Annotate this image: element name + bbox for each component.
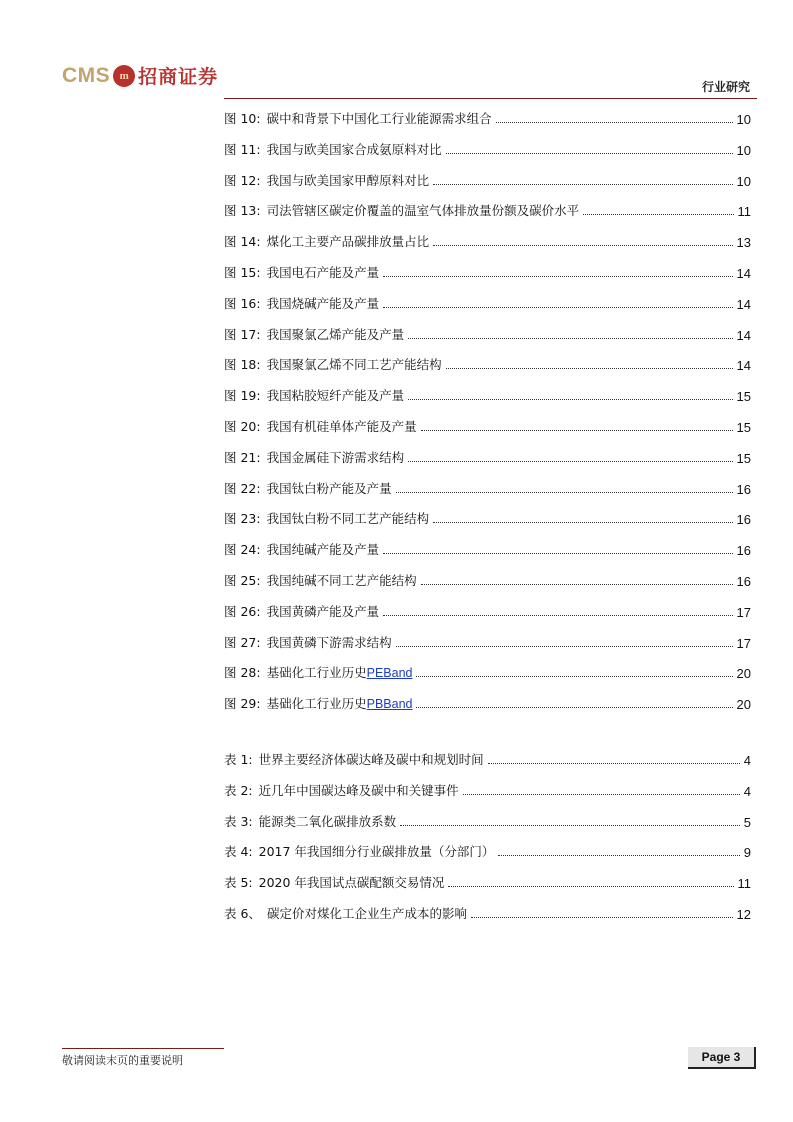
entry-title — [261, 201, 580, 219]
dot-leader — [498, 855, 739, 856]
table-entry[interactable] — [224, 810, 751, 830]
dot-leader — [448, 886, 733, 887]
dot-leader — [416, 676, 732, 677]
entry-label: 表 4: — [224, 844, 253, 860]
entry-title-text: 我国黄磷下游需求结构 — [266, 634, 392, 650]
dot-leader — [408, 399, 732, 400]
entry-title — [261, 386, 405, 404]
entry-title-link[interactable]: PEBand — [366, 666, 413, 681]
entry-title — [253, 842, 495, 860]
entry-page-number: 9 — [743, 845, 751, 861]
entry-page-number: 4 — [743, 783, 751, 799]
entry-title — [261, 694, 413, 712]
entry-page-number: 16 — [736, 481, 751, 497]
entry-title — [261, 294, 380, 312]
entry-title — [261, 140, 442, 158]
dot-leader — [408, 461, 732, 462]
entry-title — [261, 602, 380, 620]
figure-entry[interactable] — [224, 631, 751, 651]
figure-entry[interactable] — [224, 384, 751, 404]
entry-page-number: 15 — [736, 450, 751, 466]
figure-entry[interactable] — [224, 169, 751, 189]
entry-title — [261, 633, 392, 651]
entry-page-number: 12 — [736, 907, 751, 922]
entry-label: 图 18: — [224, 357, 261, 373]
header-divider — [224, 98, 757, 99]
logo-text: CMS — [62, 63, 111, 87]
dot-leader — [446, 153, 733, 154]
dot-leader — [471, 917, 733, 918]
dot-leader — [383, 307, 732, 308]
entry-title-text: 我国粘胶短纤产能及产量 — [266, 388, 405, 404]
entry-title — [261, 417, 417, 435]
entry-title — [261, 109, 492, 127]
dot-leader — [383, 553, 732, 554]
figure-entry[interactable] — [224, 538, 751, 558]
entry-page-number: 20 — [736, 697, 751, 713]
entry-page-number: 16 — [736, 574, 751, 589]
entry-title — [261, 171, 430, 189]
figure-entry[interactable] — [224, 692, 751, 712]
dot-leader — [416, 707, 732, 708]
entry-title-text: 我国与欧美国家合成氨原料对比 — [266, 141, 442, 157]
entry-title-text: 我国与欧美国家甲醇原料对比 — [266, 172, 430, 188]
entry-title-text: 我国聚氯乙烯不同工艺产能结构 — [266, 357, 442, 373]
page-number-badge: Page 3 — [688, 1047, 756, 1069]
figure-entry[interactable] — [224, 661, 751, 681]
entry-title-text: 近几年中国碳达峰及碳中和关键事件 — [258, 782, 459, 798]
figure-entry[interactable] — [224, 107, 751, 127]
entry-label: 图 28: — [224, 665, 261, 681]
entry-page-number: 14 — [736, 296, 751, 312]
entry-title — [253, 781, 459, 799]
dot-leader — [408, 338, 732, 339]
entry-label: 图 14: — [224, 234, 261, 250]
entry-title-text: 我国钛白粉产能及产量 — [266, 480, 392, 496]
entry-title — [261, 904, 467, 922]
dot-leader — [433, 522, 732, 523]
dot-leader — [400, 825, 740, 826]
entry-title-text: 我国纯碱产能及产量 — [266, 542, 380, 558]
entry-page-number: 17 — [736, 604, 751, 620]
dot-leader — [421, 430, 733, 431]
figure-entry[interactable] — [224, 446, 751, 466]
entry-title — [253, 873, 445, 891]
entry-title — [261, 232, 430, 250]
figure-entry[interactable] — [224, 199, 751, 219]
entry-label: 图 11: — [224, 141, 261, 157]
entry-title-text: 世界主要经济体碳达峰及碳中和规划时间 — [258, 752, 484, 767]
entry-label: 图 22: — [224, 480, 261, 496]
entry-label: 图 23: — [224, 511, 261, 527]
entry-label: 表 3: — [224, 813, 253, 829]
entry-page-number: 17 — [736, 635, 751, 651]
dot-leader — [433, 184, 732, 185]
dot-leader — [396, 646, 733, 647]
entry-title-text: 碳定价对煤化工企业生产成本的影响 — [266, 906, 467, 921]
figure-entry[interactable] — [224, 353, 751, 373]
dot-leader — [433, 245, 732, 246]
figure-entry[interactable] — [224, 230, 751, 250]
figure-entry[interactable] — [224, 292, 751, 312]
figure-entry[interactable] — [224, 569, 751, 589]
entry-label: 表 5: — [224, 875, 253, 891]
entry-page-number: 10 — [736, 112, 751, 127]
section-label: 行业研究 — [701, 80, 750, 94]
entry-label: 图 20: — [224, 419, 261, 434]
table-entry[interactable] — [224, 748, 751, 768]
entry-label: 图 17: — [224, 326, 261, 342]
entry-title-text: 2017 年我国细分行业碳排放量（分部门） — [258, 844, 495, 860]
entry-title — [261, 571, 417, 589]
entry-title — [261, 663, 413, 681]
entry-label: 表 1: — [224, 752, 253, 767]
entry-label: 图 26: — [224, 603, 261, 619]
entry-label: 图 10: — [224, 111, 261, 126]
entry-title-text: 我国烧碱产能及产量 — [266, 295, 380, 311]
entry-page-number: 5 — [743, 814, 751, 830]
entry-label: 表 2: — [224, 782, 253, 798]
entry-title-text: 司法管辖区碳定价覆盖的温室气体排放量份额及碳价水平 — [266, 203, 580, 219]
figure-entry[interactable] — [224, 138, 751, 158]
entry-title-text: 基础化工行业历史 — [266, 696, 367, 712]
entry-label: 图 21: — [224, 449, 261, 465]
entry-page-number: 14 — [736, 358, 751, 374]
table-entry[interactable] — [224, 871, 751, 891]
entry-page-number: 4 — [743, 753, 751, 768]
entry-page-number: 20 — [736, 666, 751, 682]
entry-title — [261, 263, 380, 281]
figure-entry[interactable] — [224, 507, 751, 527]
table-entry[interactable] — [224, 902, 751, 922]
entry-page-number: 11 — [737, 204, 751, 220]
entry-title — [261, 540, 380, 558]
entry-title-text: 碳中和背景下中国化工行业能源需求组合 — [266, 111, 492, 126]
entry-label: 图 19: — [224, 388, 261, 404]
dot-leader — [583, 214, 733, 215]
dot-leader — [421, 584, 733, 585]
entry-page-number: 14 — [736, 327, 751, 343]
table-entry[interactable] — [224, 779, 751, 799]
entry-label: 图 12: — [224, 172, 261, 188]
entry-title — [253, 750, 484, 768]
logo-company-name: 招商证券 — [138, 66, 219, 88]
entry-label: 图 25: — [224, 573, 261, 588]
entry-title-text: 煤化工主要产品碳排放量占比 — [266, 234, 430, 250]
entry-title-text: 能源类二氧化碳排放系数 — [258, 813, 397, 829]
figure-entry[interactable] — [224, 323, 751, 343]
dot-leader — [488, 763, 740, 764]
dot-leader — [383, 276, 732, 277]
table-entry[interactable] — [224, 840, 751, 860]
figure-entry[interactable] — [224, 261, 751, 281]
entry-title — [253, 812, 397, 830]
entry-title — [261, 509, 430, 527]
page-header — [0, 0, 793, 100]
entry-page-number: 15 — [736, 420, 751, 435]
entry-page-number: 15 — [736, 389, 751, 405]
entry-page-number: 13 — [736, 235, 751, 251]
figure-entry[interactable] — [224, 415, 751, 435]
entry-label: 图 16: — [224, 295, 261, 311]
entry-title — [261, 325, 405, 343]
entry-label: 图 15: — [224, 265, 261, 280]
entry-label: 表 6、 — [224, 906, 261, 921]
entry-title-text: 我国钛白粉不同工艺产能结构 — [266, 511, 430, 527]
entry-title-text: 我国金属硅下游需求结构 — [266, 449, 405, 465]
entry-title-text: 2020 年我国试点碳配额交易情况 — [258, 875, 445, 891]
figure-entry[interactable] — [224, 600, 751, 620]
dot-leader — [396, 492, 733, 493]
entry-title-text: 我国聚氯乙烯产能及产量 — [266, 326, 405, 342]
entry-label: 图 29: — [224, 696, 261, 712]
entry-page-number: 10 — [736, 173, 751, 189]
footer-divider — [62, 1048, 224, 1049]
entry-label: 图 27: — [224, 634, 261, 650]
entry-label: 图 24: — [224, 542, 261, 558]
entry-title — [261, 448, 405, 466]
entry-title — [261, 479, 392, 497]
figure-entry[interactable] — [224, 477, 751, 497]
entry-page-number: 11 — [737, 876, 751, 892]
footer-disclaimer: 敬请阅读末页的重要说明 — [62, 1054, 183, 1067]
entry-title — [261, 355, 442, 373]
entry-title-link[interactable]: PBBand — [366, 697, 413, 712]
entry-title-text: 我国电石产能及产量 — [266, 265, 380, 280]
entry-title-text: 基础化工行业历史 — [266, 665, 367, 681]
dot-leader — [496, 122, 733, 123]
entry-title-text: 我国纯碱不同工艺产能结构 — [266, 573, 417, 588]
entry-page-number: 16 — [736, 543, 751, 559]
dot-leader — [463, 794, 740, 795]
logo-emblem-icon: m — [113, 65, 135, 87]
entry-title-text: 我国黄磷产能及产量 — [266, 603, 380, 619]
dot-leader — [446, 368, 733, 369]
entry-page-number: 10 — [736, 142, 751, 158]
dot-leader — [383, 615, 732, 616]
entry-title-text: 我国有机硅单体产能及产量 — [266, 419, 417, 434]
entry-label: 图 13: — [224, 203, 261, 219]
entry-page-number: 16 — [736, 512, 751, 528]
entry-page-number: 14 — [736, 266, 751, 281]
cms-logo — [62, 62, 218, 89]
